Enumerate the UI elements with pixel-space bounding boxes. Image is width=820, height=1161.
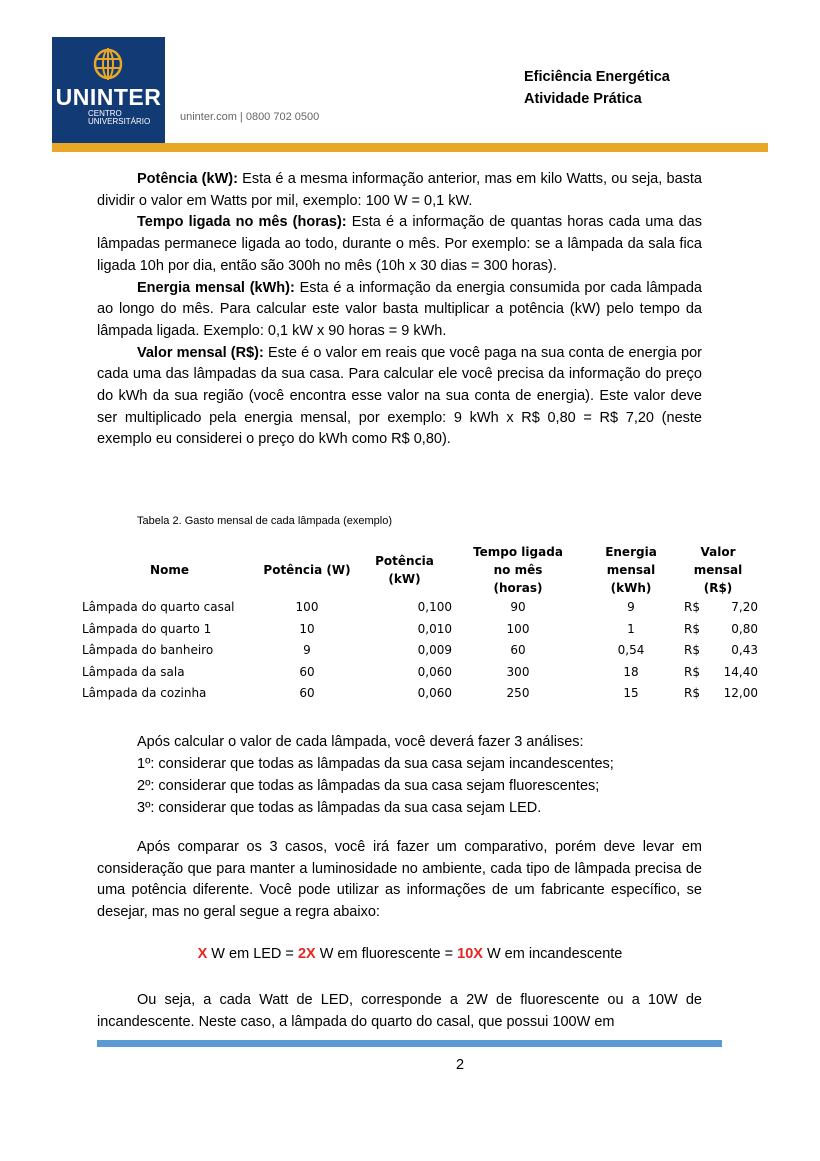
cell-nome: Lâmpada do banheiro: [82, 643, 214, 657]
cell-valor: R$ 14,40: [684, 664, 758, 679]
cell-tempo: 250: [506, 686, 530, 700]
header-subtitle: Atividade Prática: [524, 91, 642, 107]
cell-energia: 15: [623, 686, 639, 700]
cell-energia: 1: [627, 621, 635, 636]
definition-paragraph: Tempo ligada no mês (horas): Esta é a informação de quantas horas cada uma das lâmpadas permanece ligada ao todo, durante o mês. Por exemplo: se a lâmpada da sala fica ligada 10h por dia, então são 300h no mês (10h x 30 dias = 300 horas).: [97, 214, 702, 274]
cell-energia: 9: [627, 600, 635, 614]
footer-divider: [97, 1040, 722, 1047]
table-row: [82, 683, 758, 705]
uninter-logo: [52, 37, 165, 143]
cell-potencia-kw: 0,060: [417, 686, 452, 700]
cell-valor: R$ 0,43: [684, 643, 758, 657]
formula-2x: 2X: [297, 946, 316, 962]
cell-tempo: 100: [506, 621, 530, 636]
header-tempo: Tempo ligada no mês (horas): [473, 545, 563, 595]
definitions-section: [97, 169, 702, 451]
cell-energia: 18: [623, 664, 639, 679]
analyses-list: [137, 731, 614, 819]
list-item: 2º: considerar que todas as lâmpadas da sua casa sejam fluorescentes;: [137, 778, 600, 794]
cell-valor: R$ 7,20: [684, 600, 758, 614]
header-potencia-kw: Potência (kW): [375, 554, 434, 586]
page-number: 2: [455, 1057, 465, 1073]
conversion-formula: X W em LED = 2X W em fluorescente = 10X W em incandescente: [197, 946, 623, 962]
table-caption: Tabela 2. Gasto mensal de cada lâmpada (exemplo): [137, 515, 392, 527]
lamp-cost-table: [82, 543, 758, 705]
table-row: [82, 640, 758, 662]
cell-tempo: 60: [510, 643, 526, 657]
list-item: 1º: considerar que todas as lâmpadas da sua casa sejam incandescentes;: [137, 756, 614, 772]
header-divider: [52, 143, 768, 152]
cell-potencia-w: 60: [299, 686, 315, 700]
cell-tempo: 300: [506, 664, 530, 679]
definition-paragraph: Valor mensal (R$): Este é o valor em reais que você paga na sua conta de energia por cada uma das lâmpadas da sua casa. Para calcular ele você precisa da informação do preço do kWh da sua região (você encontra esse valor na sua conta de energia). Este valor deve ser multiplicado pela energia mensal, por exemplo: 9 kWh x R$ 0,80 = R$ 7,20 (neste exemplo eu considerei o preço do kWh como R$ 0,80).: [97, 344, 702, 448]
logo-sub-line-2: UNIVERSITÁRIO: [88, 117, 151, 126]
logo-subtitle: [88, 110, 150, 126]
table-row: [82, 597, 758, 619]
contact-info: uninter.com | 0800 702 0500: [180, 111, 320, 123]
comparison-section: [97, 837, 702, 924]
cell-potencia-kw: 0,100: [417, 600, 452, 614]
definition-paragraph: Energia mensal (kWh): Esta é a informação da energia consumida por cada lâmpada ao longo do mês. Para calcular este valor basta multiplicar a potência (kW) pelo tempo da lâmpada ligada. Exemplo: 0,1 kW x 90 horas = 9 kWh.: [97, 279, 702, 339]
table-row: [82, 662, 758, 684]
cell-valor: R$ 12,00: [684, 686, 758, 700]
definition-paragraph: Potência (kW): Esta é a mesma informação anterior, mas em kilo Watts, ou seja, basta dividir o valor em Watts por mil, exemplo: 100 W = 0,1 kW.: [97, 171, 702, 209]
cell-tempo: 90: [510, 600, 526, 614]
cell-potencia-kw: 0,009: [417, 643, 452, 657]
header-nome: Nome: [150, 563, 189, 577]
cell-potencia-w: 10: [299, 621, 315, 636]
list-item: 3º: considerar que todas as lâmpadas da sua casa sejam LED.: [137, 800, 542, 816]
final-section: [97, 990, 702, 1033]
cell-potencia-w: 60: [299, 664, 315, 679]
table-row: [82, 619, 758, 641]
formula-10x: 10X: [457, 946, 483, 962]
header-potencia-w: Potência (W): [263, 563, 351, 577]
cell-nome: Lâmpada do quarto 1: [82, 621, 212, 636]
header-valor: Valor mensal (R$): [693, 545, 743, 595]
document-header: [524, 66, 670, 110]
formula-x: X: [197, 946, 208, 962]
final-paragraph: Ou seja, a cada Watt de LED, corresponde a 2W de fluorescente ou a 10W de incandescente. Neste caso, a lâmpada do quarto do casal, que possui 100W em: [97, 992, 702, 1030]
header-title: Eficiência Energética: [524, 69, 670, 85]
cell-potencia-kw: 0,060: [417, 664, 452, 679]
cell-potencia-kw: 0,010: [417, 621, 452, 636]
cell-nome: Lâmpada do quarto casal: [82, 600, 235, 614]
logo-brand: UNINTER: [55, 84, 162, 110]
cell-potencia-w: 100: [295, 600, 319, 614]
logo-sub-line-1: CENTRO: [88, 109, 122, 118]
table-header-row: [82, 543, 758, 597]
cell-nome: Lâmpada da cozinha: [82, 686, 207, 700]
cell-energia: 0,54: [617, 643, 645, 657]
analyses-intro: Após calcular o valor de cada lâmpada, você deverá fazer 3 análises:: [137, 734, 584, 750]
header-energia: Energia mensal (kWh): [605, 545, 657, 595]
cell-valor: R$ 0,80: [684, 621, 758, 636]
cell-nome: Lâmpada da sala: [82, 664, 185, 679]
comparison-paragraph: Após comparar os 3 casos, você irá fazer um comparativo, porém deve levar em consideração que para manter a luminosidade no ambiente, cada tipo de lâmpada precisa de uma potência diferente. Você pode utilizar as informações de um fabricante específico, se desejar, mas no geral segue a regra abaixo:: [97, 839, 702, 921]
cell-potencia-w: 9: [303, 643, 311, 657]
